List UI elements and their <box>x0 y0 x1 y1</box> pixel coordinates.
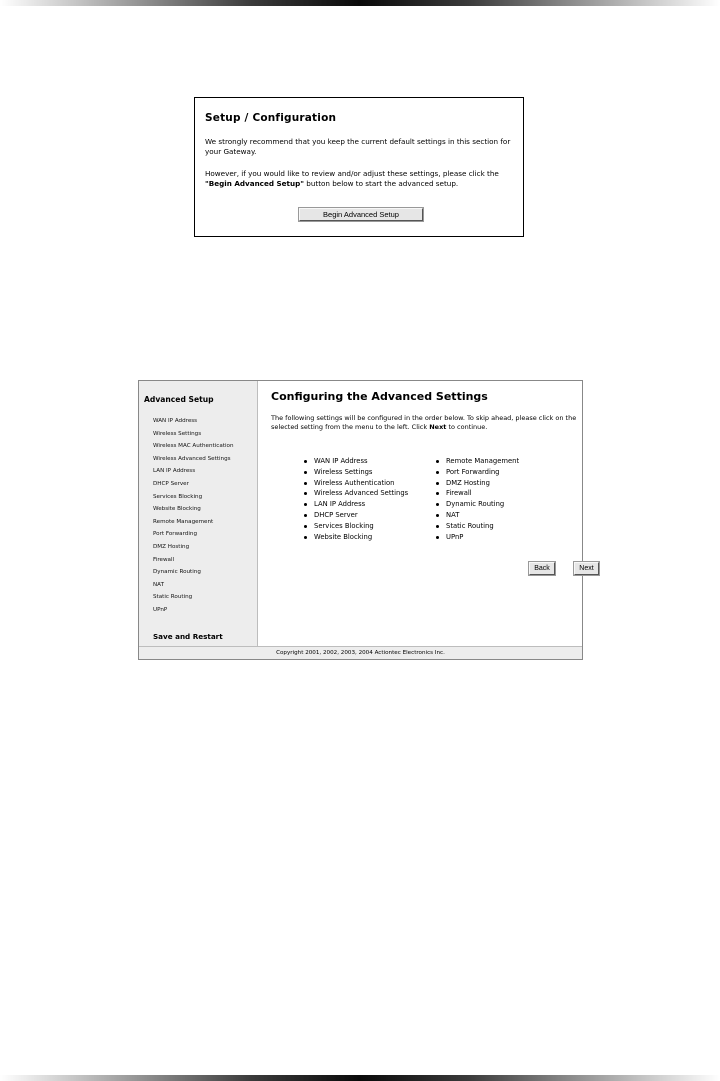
list-item-label: DMZ Hosting <box>446 478 490 487</box>
sidebar-item-nat[interactable]: NAT <box>153 581 164 588</box>
sidebar-item-website-blocking[interactable]: Website Blocking <box>153 506 201 513</box>
list-item-label: Port Forwarding <box>446 467 500 476</box>
bullet-icon <box>436 471 439 474</box>
list-item <box>434 467 519 478</box>
sidebar-item-upnp[interactable]: UPnP <box>153 607 168 613</box>
list-item <box>434 488 519 499</box>
bullet-icon <box>436 525 439 528</box>
list-item <box>434 532 519 543</box>
list-item <box>302 532 408 543</box>
bullet-icon <box>436 536 439 539</box>
list-item-label: UPnP <box>446 532 464 541</box>
settings-order-list-right <box>434 456 519 542</box>
bullet-icon <box>436 460 439 463</box>
back-button[interactable]: Back <box>529 562 555 575</box>
sidebar-item-save-and-restart[interactable]: Save and Restart <box>153 632 223 641</box>
list-item <box>302 499 408 510</box>
list-item <box>434 521 519 532</box>
sidebar-item-wan-ip-address[interactable]: WAN IP Address <box>153 418 198 424</box>
bottom-rule <box>0 1075 720 1081</box>
sidebar-item-dmz-hosting[interactable]: DMZ Hosting <box>153 544 190 550</box>
list-item-label: LAN IP Address <box>314 500 366 509</box>
setup-title: Setup / Configuration <box>205 112 337 124</box>
setup-paragraph-2 <box>205 169 515 188</box>
intro-text-end: to continue. <box>446 422 488 431</box>
list-item-label: Firewall <box>446 489 472 498</box>
bullet-icon <box>304 514 307 517</box>
bullet-icon <box>304 503 307 506</box>
sidebar-item-port-forwarding[interactable]: Port Forwarding <box>153 531 198 538</box>
next-button[interactable]: Next <box>574 562 599 575</box>
sidebar-item-dhcp-server[interactable]: DHCP Server <box>153 481 189 487</box>
intro-text-start: The following settings will be configured in the order below. To skip ahead, please click on the selected setting from the menu to the left. Click <box>271 414 577 431</box>
bullet-icon <box>304 471 307 474</box>
copyright-footer: Copyright 2001, 2002, 2003, 2004 Actiontec Electronics Inc. <box>139 646 582 659</box>
bullet-icon <box>304 536 307 539</box>
bullet-icon <box>436 503 439 506</box>
sidebar-item-dynamic-routing[interactable]: Dynamic Routing <box>153 569 201 576</box>
sidebar-item-wireless-settings[interactable]: Wireless Settings <box>153 430 202 437</box>
list-item <box>434 478 519 489</box>
list-item <box>434 456 519 467</box>
page-title: Configuring the Advanced Settings <box>271 390 488 403</box>
list-item-label: Wireless Settings <box>314 467 373 476</box>
list-item <box>302 521 408 532</box>
setup-configuration-panel <box>194 97 524 237</box>
setup-paragraph-2-end: button below to start the advanced setup. <box>303 178 459 188</box>
bullet-icon <box>304 482 307 485</box>
list-item-label: WAN IP Address <box>314 457 368 465</box>
bullet-icon <box>304 525 307 528</box>
sidebar-item-wireless-advanced-settings[interactable]: Wireless Advanced Settings <box>153 455 231 462</box>
advanced-settings-content <box>258 381 594 646</box>
setup-paragraph-2-button-ref: "Begin Advanced Setup" <box>205 178 304 188</box>
list-item <box>434 510 519 521</box>
advanced-setup-sidebar <box>139 381 258 646</box>
intro-text <box>271 414 581 431</box>
list-item-label: Static Routing <box>446 521 494 530</box>
begin-advanced-setup-button[interactable]: Begin Advanced Setup <box>299 208 423 221</box>
list-item <box>434 499 519 510</box>
sidebar-title: Advanced Setup <box>144 395 214 404</box>
sidebar-item-lan-ip-address[interactable]: LAN IP Address <box>153 468 196 475</box>
bullet-icon <box>304 460 307 463</box>
list-item <box>302 478 408 489</box>
sidebar-item-firewall[interactable]: Firewall <box>153 556 175 563</box>
list-item <box>302 456 408 467</box>
setup-paragraph-2-start: However, if you would like to review and/or adjust these settings, please click the <box>205 169 499 178</box>
list-item-label: Services Blocking <box>314 521 374 530</box>
list-item <box>302 488 408 499</box>
settings-order-list-left <box>302 456 408 542</box>
top-rule <box>0 0 720 6</box>
list-item <box>302 467 408 478</box>
list-item-label: Dynamic Routing <box>446 500 505 509</box>
bullet-icon <box>436 514 439 517</box>
bullet-icon <box>436 482 439 485</box>
list-item-label: Wireless Advanced Settings <box>314 489 409 498</box>
sidebar-item-services-blocking[interactable]: Services Blocking <box>153 493 203 500</box>
sidebar-item-wireless-mac-authentication[interactable]: Wireless MAC Authentication <box>153 443 234 450</box>
sidebar-item-remote-management[interactable]: Remote Management <box>153 518 214 525</box>
list-item <box>302 510 408 521</box>
list-item-label: NAT <box>446 510 460 519</box>
bullet-icon <box>304 492 307 495</box>
list-item-label: Website Blocking <box>314 532 373 541</box>
setup-paragraph-1: We strongly recommend that you keep the current default settings in this section for your Gateway. <box>205 137 511 156</box>
bullet-icon <box>436 492 439 495</box>
list-item-label: Wireless Authentication <box>314 478 395 487</box>
advanced-settings-window <box>138 380 594 660</box>
sidebar-item-static-routing[interactable]: Static Routing <box>153 594 193 601</box>
list-item-label: Remote Management <box>446 457 520 465</box>
intro-text-next: Next <box>429 422 447 431</box>
list-item-label: DHCP Server <box>314 510 358 519</box>
